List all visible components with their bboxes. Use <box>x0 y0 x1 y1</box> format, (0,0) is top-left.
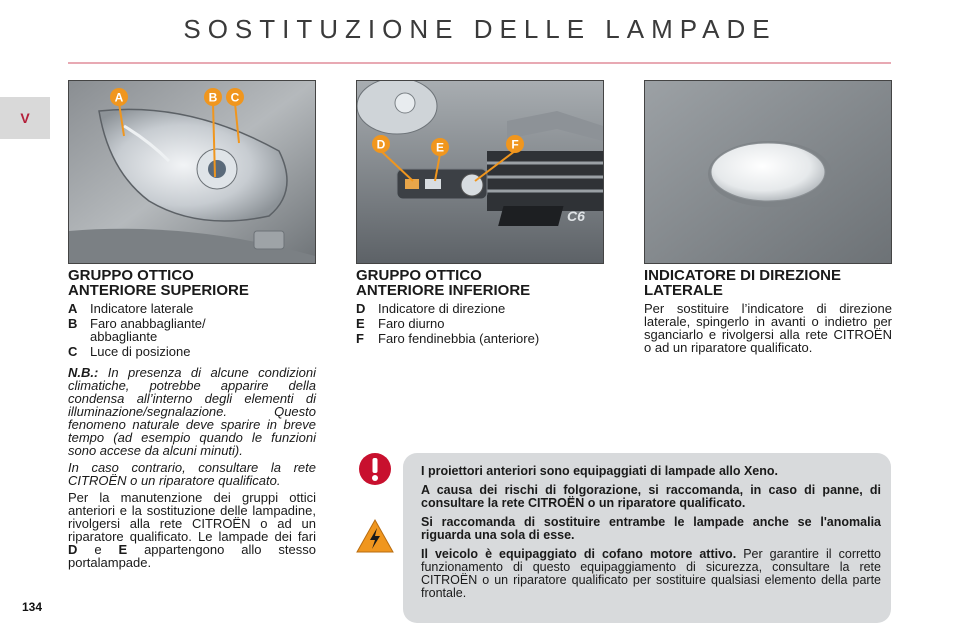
c6-badge: C6 <box>567 208 585 224</box>
photo-label-c: C <box>230 90 240 105</box>
upper-headlamp-section <box>68 268 316 569</box>
nb-note: N.B.: In presenza di alcune condizioni climatiche, potrebbe apparire della condensa all’interno degli elementi di illuminazione/segnalazione. Questo fenomeno naturale deve sparire in breve tempo (ad esempio quando le funzioni sono accese da alcuni minuti). In caso contrario, consultare la rete CITROËN o un riparatore qualificato. <box>68 365 316 488</box>
side-indicator-photo <box>644 80 892 264</box>
list-item: E Faro diurno <box>356 316 445 331</box>
upper-heading: GRUPPO OTTICO ANTERIORE SUPERIORE <box>68 267 249 299</box>
lower-heading: GRUPPO OTTICO ANTERIORE INFERIORE <box>356 267 531 299</box>
list-item: A Indicatore laterale <box>68 301 194 316</box>
page-title: SOSTITUZIONE DELLE LAMPADE <box>183 14 777 44</box>
photo-label-a: A <box>114 90 124 105</box>
warning-text-1: I proiettori anteriori sono equipaggiati di lampade allo Xeno. <box>421 464 778 478</box>
upper-headlamp-photo <box>68 80 316 264</box>
section-tab[interactable]: V <box>0 97 50 139</box>
list-item: B Faro anabbagliante/ abbagliante <box>68 316 206 344</box>
warning-text-4: Il veicolo è equipaggiato di cofano motore attivo. Per garantire il corretto funzionamento di questo equipaggiamento di sicurezza, consultare la rete CITROËN o un riparatore qualificato per sostituire qualsiasi elemento della parte frontale. <box>421 547 881 600</box>
warning-text-3: Si raccomanda di sostituire entrambe le lampade anche se l'anomalia riguarda una sola di esse. <box>421 515 881 542</box>
photo-label-d: D <box>376 137 386 152</box>
warning-box <box>403 453 891 623</box>
lower-front-photo <box>356 80 604 264</box>
photo-label-b: B <box>208 90 218 105</box>
list-item: F Faro fendinebbia (anteriore) <box>356 331 540 346</box>
title-divider <box>68 62 891 64</box>
warning-text-2: A causa dei rischi di folgorazione, si raccomanda, in caso di panne, di consultare la rete CITROËN o un riparatore qualificato. <box>421 483 881 510</box>
side-text: Per sostituire l’indicatore di direzione laterale, spingerlo in avanti o indietro per sganciarlo e rivolgersi alla rete CITROËN o ad un riparatore qualificato. <box>644 301 892 355</box>
exclamation-icon <box>358 452 392 486</box>
page-number: 134 <box>22 600 43 614</box>
maintenance-text: Per la manutenzione dei gruppi ottici anteriori e la sostituzione delle lampadine, rivolgersi alla rete CITROËN o ad un riparatore qualificato. Le lampade dei fari D e E appartengono allo stesso portalampade. <box>68 490 316 570</box>
list-item: D Indicatore di direzione <box>356 301 506 316</box>
lower-headlamp-section <box>356 268 604 347</box>
side-heading: INDICATORE DI DIREZIONE LATERALE <box>644 267 841 299</box>
list-item: C Luce di posizione <box>68 344 191 359</box>
photo-label-f: F <box>511 137 519 152</box>
electric-hazard-icon <box>356 518 394 554</box>
side-indicator-section <box>644 268 892 354</box>
photo-label-e: E <box>435 140 445 155</box>
